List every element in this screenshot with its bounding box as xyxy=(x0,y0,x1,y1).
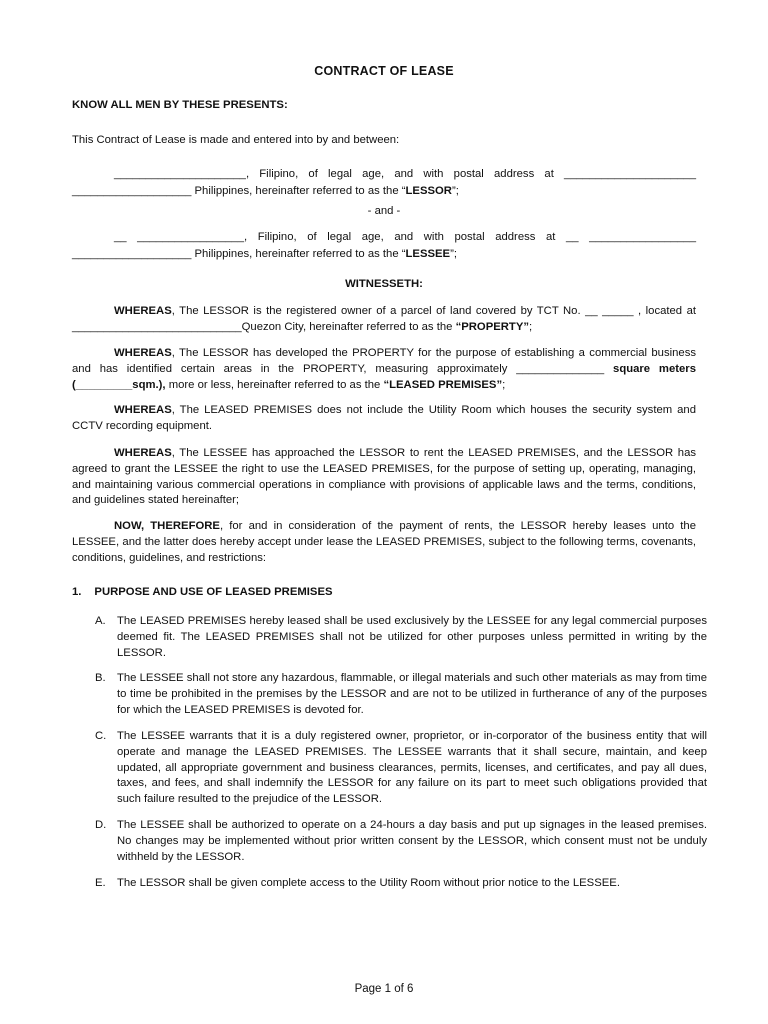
lessor-label: LESSOR xyxy=(405,185,452,197)
whereas-4-text: , The LESSEE has approached the LESSOR to rent the LEASED PREMISES, and the LESSOR has agreed to grant the LESSEE the right to use the LEASED PREMISES, for the purpose of setting up, operating, managing, and maintaining various commercial operations in compliance with provisions of applicable laws and the terms, conditions, and guidelines stated hereinafter; xyxy=(72,447,696,507)
whereas-clause-1 xyxy=(72,304,696,336)
square-meters-label: square meters (_________sqm.), xyxy=(72,362,696,391)
item-text: The LESSEE shall be authorized to operate on a 24-hours a day basis and put up signages in the leased premises. No changes may be implemented without prior written consent by the LESSOR, which consent must not be unduly withheld by the LESSOR. xyxy=(117,819,707,863)
item-text: The LESSEE warrants that it is a duly registered owner, proprietor, or in-corporator of the business entity that will operate and manage the LEASED PREMISES. The LESSEE warrants that it shall secure, maintain, and keep updated, all appropriate government and business clearances, permits, licenses, and certificates, and pay all dues, taxes, and fees, and shall indemnify the LESSOR for any failure on its part to meet such obligations provided that such failure resulted to the prejudice of the LESSOR. xyxy=(117,730,707,806)
lessee-party-line2 xyxy=(72,246,696,263)
property-label: “PROPERTY” xyxy=(455,320,530,333)
whereas-lead: WHEREAS xyxy=(114,347,172,359)
and-separator: - and - xyxy=(367,205,401,217)
section-1-item-e xyxy=(95,876,707,892)
preamble-heading: KNOW ALL MEN BY THESE PRESENTS: xyxy=(72,99,288,111)
lessor-party-line2-end: ”; xyxy=(451,185,459,197)
item-label: E. xyxy=(95,877,106,889)
section-1-title: PURPOSE AND USE OF LEASED PREMISES xyxy=(94,586,333,598)
whereas-lead: WHEREAS xyxy=(114,305,172,317)
whereas-1-text: , The LESSOR is the registered owner of a parcel of land covered by TCT No. __ _____ , located at ___________________________Quezon City, hereinafter referred to as the xyxy=(72,305,696,333)
lessor-party-line2-text: ___________________ Philippines, hereinafter referred to as the “ xyxy=(72,185,406,197)
whereas-lead: WHEREAS xyxy=(114,447,172,459)
whereas-1-end: ; xyxy=(529,320,533,333)
page-number-footer: Page 1 of 6 xyxy=(354,983,414,995)
section-1-item-c xyxy=(95,729,707,808)
section-1-heading xyxy=(72,586,333,598)
lessee-party-block xyxy=(72,229,696,263)
section-1-item-a xyxy=(95,614,707,661)
item-label: A. xyxy=(95,615,106,627)
now-therefore-lead: NOW, THEREFORE xyxy=(114,520,220,532)
whereas-2-text-mid: more or less, hereinafter referred to as the xyxy=(165,378,384,391)
section-1-number: 1. xyxy=(72,586,82,598)
item-label: C. xyxy=(95,730,107,742)
item-text: The LESSOR shall be given complete access to the Utility Room without prior notice to the LESSEE. xyxy=(117,877,620,889)
lessee-party-line2-end: ”; xyxy=(450,248,457,260)
whereas-clause-2 xyxy=(72,346,696,393)
whereas-lead: WHEREAS xyxy=(114,404,172,416)
whereas-clause-3 xyxy=(72,403,696,435)
now-therefore-clause xyxy=(72,519,696,566)
item-text: The LESSEE shall not store any hazardous, flammable, or illegal materials and such other materials as may from time to time be prohibited in the premises by the LESSOR and are not to be utilized in furtherance of any of the purposes for which the LEASED PREMISES is devoted for. xyxy=(117,672,707,716)
lessor-party-line1: _____________________, Filipino, of legal age, and with postal address at _____________________ xyxy=(114,168,696,180)
lessor-party-line2 xyxy=(72,183,696,200)
item-label: B. xyxy=(95,672,106,684)
whereas-2-end: ; xyxy=(502,378,506,391)
whereas-3-text: , The LEASED PREMISES does not include the Utility Room which houses the security system and CCTV recording equipment. xyxy=(72,404,696,432)
section-1-item-d xyxy=(95,818,707,865)
lessee-label: LESSEE xyxy=(405,248,451,260)
whereas-2-text: , The LESSOR has developed the PROPERTY for the purpose of establishing a commercial business and has identified certain areas in the PROPERTY, measuring approximately ______________ xyxy=(72,347,696,375)
preamble-intro: This Contract of Lease is made and entered into by and between: xyxy=(72,134,400,146)
item-label: D. xyxy=(95,819,107,831)
now-therefore-text: , for and in consideration of the payment of rents, the LESSOR hereby leases unto the LESSEE, and the latter does hereby accept under lease the LEASED PREMISES, subject to the following terms, covenants, conditions, guidelines, and restrictions: xyxy=(72,520,696,564)
whereas-clause-4 xyxy=(72,446,696,509)
document-title: CONTRACT OF LEASE xyxy=(314,64,454,78)
lessee-party-line1: __ _________________, Filipino, of legal age, and with postal address at __ _________________ xyxy=(114,231,696,243)
lessee-party-line2-text: ___________________ Philippines, hereinafter referred to as the “ xyxy=(72,248,406,260)
section-1-item-b xyxy=(95,671,707,718)
leased-premises-label: “LEASED PREMISES” xyxy=(383,378,503,391)
item-text: The LEASED PREMISES hereby leased shall be used exclusively by the LESSEE for any legal commercial purposes deemed fit. The LEASED PREMISES shall not be utilized for other purposes unless permitted in writing by the LESSOR. xyxy=(117,615,707,659)
witnesseth-heading: WITNESSETH: xyxy=(345,278,423,290)
lessor-party-block xyxy=(72,166,696,200)
